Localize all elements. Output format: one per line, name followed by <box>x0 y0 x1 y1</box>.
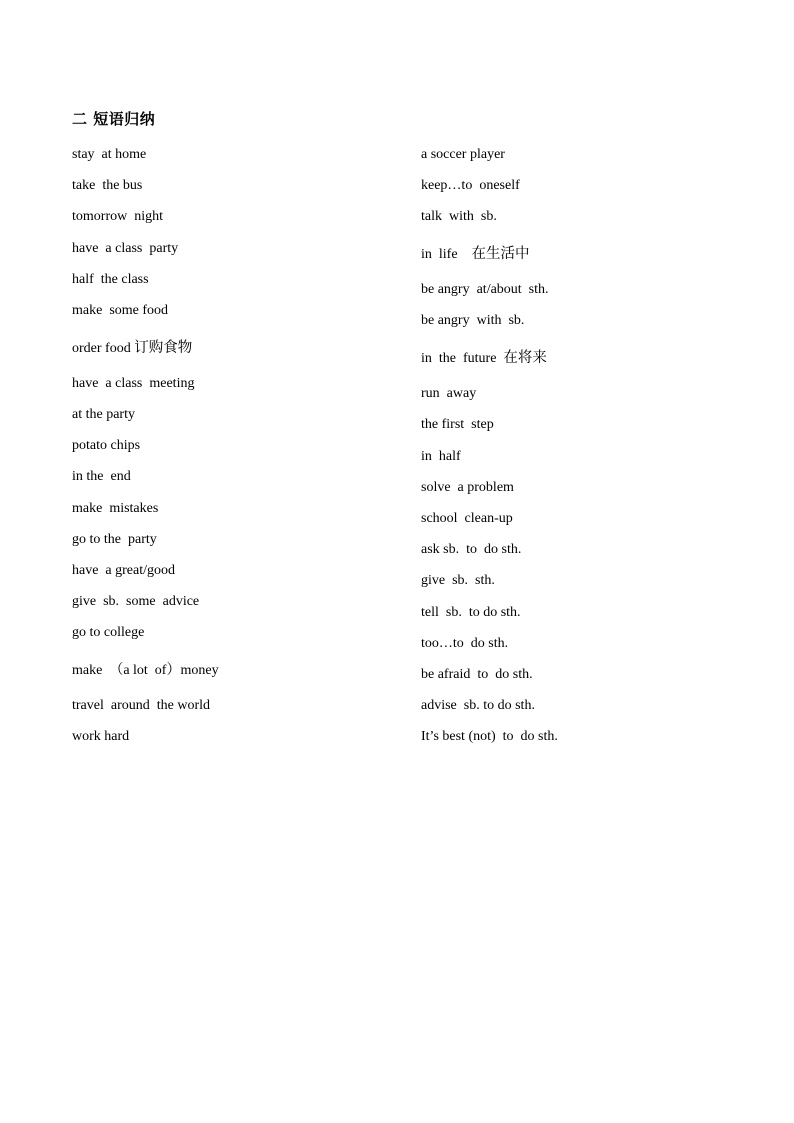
phrase-item <box>72 146 146 164</box>
phrase-english: in the future <box>421 351 504 366</box>
phrase-english: school clean-up <box>421 511 513 526</box>
phrase-english: make （a lot of）money <box>72 663 219 678</box>
phrase-english: a soccer player <box>421 147 505 162</box>
phrase-item <box>72 593 199 611</box>
phrase-item <box>72 624 144 642</box>
phrase-item <box>72 697 210 715</box>
phrase-english: in life <box>421 247 472 262</box>
phrase-english: keep…to oneself <box>421 178 520 193</box>
phrase-english: talk with sb. <box>421 209 497 224</box>
phrase-english: advise sb. to do sth. <box>421 698 535 713</box>
phrase-english: ask sb. to do sth. <box>421 542 522 557</box>
phrase-item <box>421 479 514 497</box>
phrase-item <box>72 728 129 746</box>
phrase-item <box>72 240 178 258</box>
phrase-english: tell sb. to do sth. <box>421 605 521 620</box>
phrase-english: run away <box>421 386 477 401</box>
phrase-english: make some food <box>72 303 169 318</box>
phrase-item <box>421 635 508 653</box>
phrase-english: too…to do sth. <box>421 636 509 651</box>
phrase-item <box>421 604 521 622</box>
phrase-item <box>421 541 521 559</box>
phrase-item <box>421 349 547 368</box>
phrase-english: have a class meeting <box>72 376 195 391</box>
phrase-english: in the end <box>72 469 131 484</box>
phrase-english: go to college <box>72 625 145 640</box>
phrase-english: have a great/good <box>72 563 176 578</box>
phrase-item <box>421 177 520 195</box>
phrase-item <box>72 531 157 549</box>
phrase-item <box>421 697 535 715</box>
phrase-chinese: 订购食物 <box>134 340 193 356</box>
phrase-english: take the bus <box>72 178 143 193</box>
phrase-english: the first step <box>421 417 494 432</box>
phrase-english: half the class <box>72 272 149 287</box>
phrase-chinese: 在将来 <box>503 350 547 366</box>
phrase-english: potato chips <box>72 438 141 453</box>
phrase-english: in half <box>421 449 461 464</box>
phrase-english: travel around the world <box>72 698 211 713</box>
phrase-english: have a class party <box>72 241 179 256</box>
phrase-english: work hard <box>72 729 130 744</box>
phrase-english: order food <box>72 341 135 356</box>
phrase-item <box>421 572 495 590</box>
phrase-item <box>421 281 549 299</box>
phrase-item <box>72 437 140 455</box>
phrase-english: go to the party <box>72 532 157 547</box>
phrase-item <box>421 385 476 403</box>
phrase-item <box>421 245 530 264</box>
phrase-item <box>421 448 461 466</box>
phrase-item <box>421 728 558 746</box>
phrase-item <box>72 177 142 195</box>
phrase-item <box>72 562 175 580</box>
phrase-english: be angry with sb. <box>421 313 525 328</box>
section-heading: 二 短语归纳 <box>72 110 156 128</box>
phrase-item <box>421 666 533 684</box>
phrase-item <box>72 500 158 518</box>
phrase-english: solve a problem <box>421 480 514 495</box>
phrase-item <box>72 375 194 393</box>
phrase-english: at the party <box>72 407 135 422</box>
phrase-english: It’s best (not) to do sth. <box>421 729 558 744</box>
phrase-item <box>72 339 192 358</box>
phrase-item <box>72 302 168 320</box>
phrase-english: make mistakes <box>72 501 159 516</box>
phrase-item <box>421 146 505 164</box>
phrase-item <box>421 510 513 528</box>
phrase-english: be afraid to do sth. <box>421 667 533 682</box>
phrase-item <box>72 208 163 226</box>
phrase-item <box>72 468 131 486</box>
phrase-english: be angry at/about sth. <box>421 282 549 297</box>
phrase-item <box>421 208 497 226</box>
phrase-english: give sb. some advice <box>72 594 200 609</box>
phrase-item <box>72 271 149 289</box>
phrase-chinese: 在生活中 <box>471 246 530 262</box>
phrase-english: tomorrow night <box>72 209 163 224</box>
phrase-item <box>72 406 135 424</box>
phrase-english: give sb. sth. <box>421 573 495 588</box>
phrase-item <box>421 416 494 434</box>
phrase-item <box>72 662 219 680</box>
phrase-english: stay at home <box>72 147 147 162</box>
phrase-item <box>421 312 524 330</box>
